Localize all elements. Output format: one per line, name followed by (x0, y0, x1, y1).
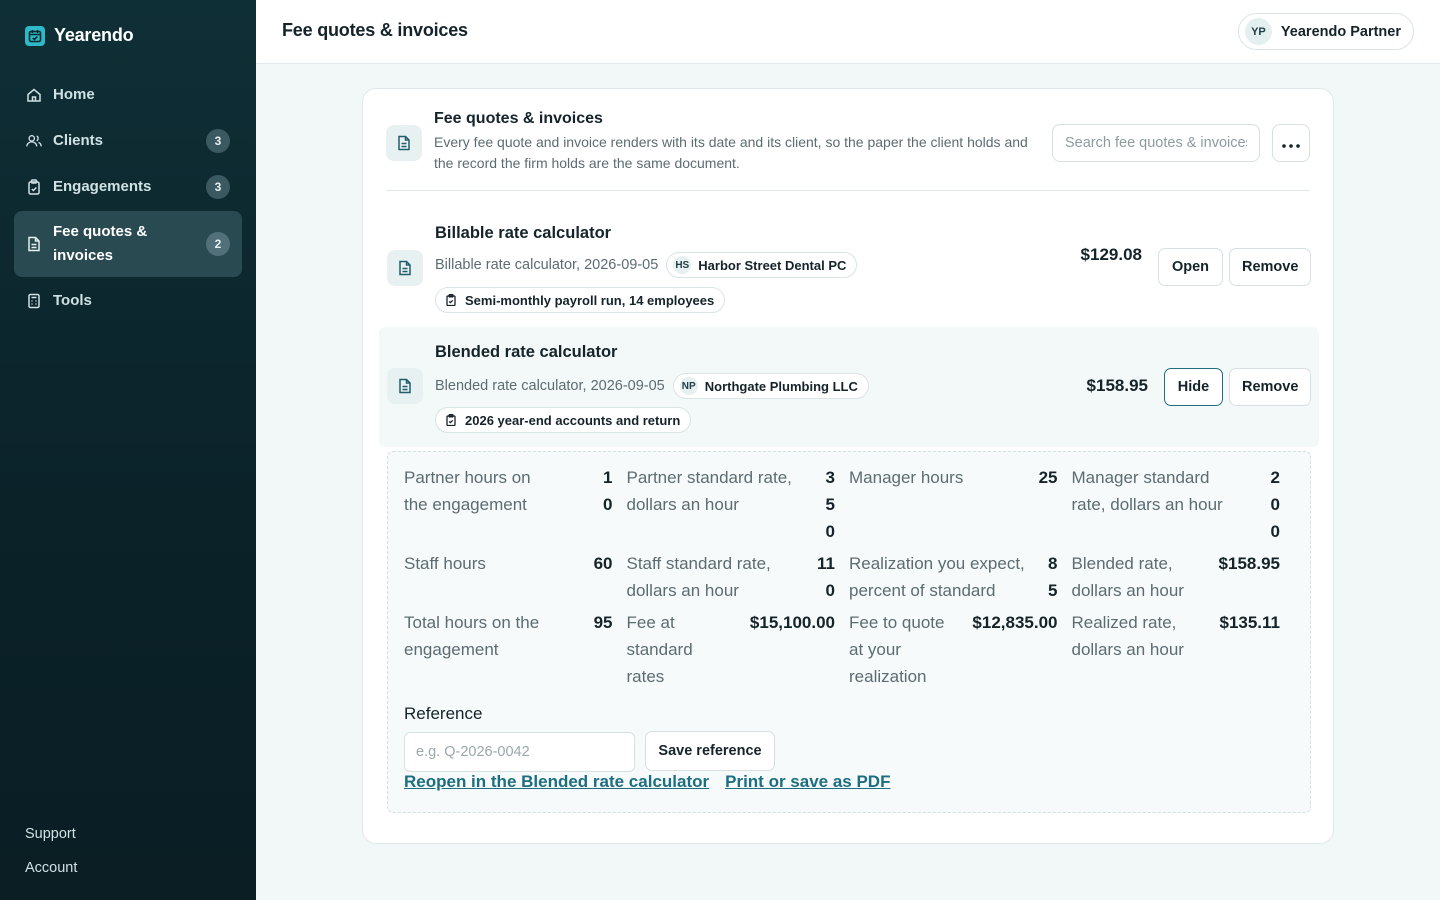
sidebar-item-clients[interactable] (14, 119, 242, 163)
sidebar-item-label: Tools (53, 292, 92, 309)
engagement-name: Semi-monthly payroll run, 14 employees (465, 292, 715, 308)
clipboard-icon (442, 294, 460, 306)
client-initials: HS (673, 256, 691, 274)
hide-button[interactable]: Hide (1164, 368, 1223, 406)
details-row (404, 464, 1294, 545)
save-reference-button[interactable]: Save reference (645, 731, 775, 771)
more-options-button[interactable] (1272, 124, 1310, 162)
detail-field (849, 609, 1072, 690)
row-meta (435, 373, 869, 399)
support-link[interactable]: Support (25, 826, 76, 842)
sidebar-footer (25, 808, 77, 876)
calculator-icon (26, 293, 42, 309)
row-title: Billable rate calculator (435, 224, 612, 242)
detail-value: 350 (825, 468, 835, 541)
avatar: YP (1245, 18, 1272, 45)
reference-input[interactable] (404, 732, 635, 772)
clipboard-icon (442, 414, 460, 426)
detail-value: 200 (1270, 468, 1280, 541)
detail-field (849, 550, 1072, 604)
row-engagement (435, 287, 725, 313)
sidebar-item-home[interactable] (14, 73, 242, 117)
clipboard-icon (26, 179, 42, 195)
count-badge: 3 (206, 129, 230, 153)
more-horizontal-icon (1282, 136, 1300, 151)
detail-value: 85 (1048, 554, 1058, 600)
details-row (404, 609, 1294, 690)
sidebar-item-engagements[interactable] (14, 165, 242, 209)
client-name: Harbor Street Dental PC (698, 257, 847, 273)
fee-quotes-card (362, 88, 1334, 844)
detail-label: Partner hours on the engagement (404, 468, 531, 514)
user-name: Yearendo Partner (1280, 23, 1401, 40)
row-amount: $129.08 (1080, 245, 1142, 264)
detail-value: 60 (593, 554, 613, 573)
details-row (404, 550, 1294, 604)
engagement-name: 2026 year-end accounts and return (465, 412, 681, 428)
detail-label: Fee at standard rates (626, 613, 693, 686)
row-title: Blended rate calculator (435, 343, 618, 361)
remove-button[interactable]: Remove (1229, 248, 1311, 286)
client-chip[interactable] (673, 373, 869, 399)
detail-label: Manager hours (849, 468, 964, 487)
brand-name: Yearendo (54, 25, 134, 45)
document-icon (26, 236, 42, 252)
quote-details-panel (387, 451, 1311, 813)
detail-value: $135.11 (1219, 613, 1280, 632)
detail-field (849, 464, 1072, 545)
detail-label: Partner standard rate, dollars an hour (626, 468, 792, 514)
reopen-calculator-link[interactable]: Reopen in the Blended rate calculator (404, 772, 710, 791)
detail-value: $12,835.00 (972, 613, 1058, 632)
detail-value: 10 (603, 468, 613, 514)
document-icon (386, 125, 422, 161)
detail-label: Staff hours (404, 554, 486, 573)
detail-value: $158.95 (1218, 554, 1280, 573)
user-menu[interactable] (1238, 13, 1414, 50)
sidebar-nav (14, 73, 242, 325)
details-grid (404, 464, 1294, 690)
account-link[interactable]: Account (25, 860, 78, 876)
engagement-chip[interactable] (435, 287, 725, 313)
document-icon (387, 250, 423, 286)
detail-label: Blended rate, dollars an hour (1071, 554, 1184, 600)
detail-field (404, 464, 627, 545)
detail-label: Staff standard rate, dollars an hour (626, 554, 771, 600)
detail-field (404, 609, 627, 690)
detail-label: Manager standard rate, dollars an hour (1071, 468, 1223, 514)
detail-field (1072, 609, 1295, 690)
engagement-chip[interactable] (435, 407, 691, 433)
detail-label: Fee to quote at your realization (849, 613, 945, 686)
users-icon (26, 133, 42, 149)
detail-field (1072, 550, 1295, 604)
detail-field (627, 464, 850, 545)
sidebar-item-label: Fee quotes & invoices (53, 223, 148, 264)
detail-label: Total hours on the engagement (404, 613, 540, 659)
detail-field (627, 550, 850, 604)
remove-button[interactable]: Remove (1229, 368, 1311, 406)
detail-label: Realized rate, dollars an hour (1071, 613, 1184, 659)
row-date: Blended rate calculator, 2026-09-05 (435, 378, 665, 394)
home-icon (26, 87, 42, 103)
detail-value: 25 (1038, 468, 1058, 487)
details-links (404, 772, 890, 792)
reference-label: Reference (404, 704, 483, 723)
detail-value: $15,100.00 (749, 613, 835, 632)
page-title: Fee quotes & invoices (282, 20, 468, 40)
count-badge: 2 (206, 232, 230, 256)
detail-value: 110 (817, 554, 835, 600)
document-icon (387, 368, 423, 404)
sidebar-item-label: Clients (53, 132, 104, 149)
list-item (379, 207, 1319, 325)
detail-field (404, 550, 627, 604)
row-amount: $158.95 (1086, 376, 1148, 395)
open-button[interactable]: Open (1158, 248, 1223, 286)
calendar-check-icon (25, 26, 45, 46)
detail-value: 95 (593, 613, 613, 632)
card-description: Every fee quote and invoice renders with its date and its client, so the paper the client holds and the record the firm holds are the same document. (434, 134, 1028, 171)
count-badge: 3 (206, 175, 230, 199)
row-date: Billable rate calculator, 2026-09-05 (435, 257, 659, 273)
list-item (379, 327, 1319, 447)
client-initials: NP (680, 377, 698, 395)
card-header (386, 109, 1310, 191)
topbar (256, 0, 1440, 64)
sidebar-item-tools[interactable] (14, 279, 242, 323)
detail-field (627, 609, 850, 690)
sidebar-item-label: Home (53, 86, 95, 103)
client-chip[interactable] (666, 252, 857, 278)
sidebar-item-label: Engagements (53, 178, 152, 195)
card-title: Fee quotes & invoices (434, 110, 603, 127)
search-input[interactable] (1052, 124, 1260, 162)
print-pdf-link[interactable]: Print or save as PDF (725, 772, 891, 791)
client-name: Northgate Plumbing LLC (704, 378, 858, 394)
sidebar-item-fee-quotes[interactable] (14, 211, 242, 277)
detail-field (1072, 464, 1295, 545)
row-engagement (435, 407, 691, 433)
row-meta (435, 252, 857, 278)
detail-label: Realization you expect, percent of standard (849, 554, 1025, 600)
sidebar (0, 0, 256, 900)
brand[interactable] (25, 25, 133, 46)
